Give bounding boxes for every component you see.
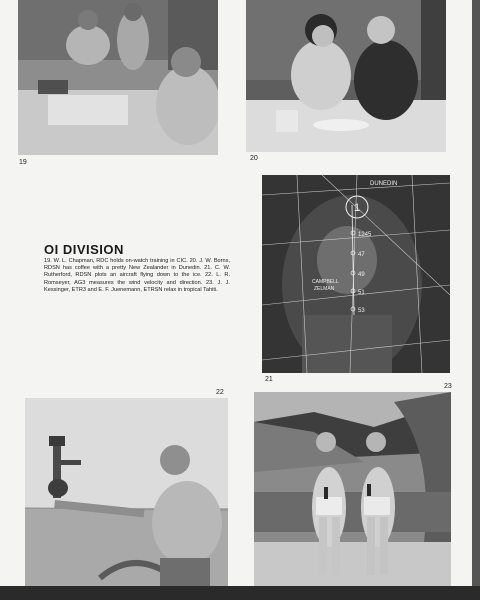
photo-cic-training [18, 0, 218, 155]
plot-time: 1245 [358, 232, 372, 238]
scan-edge-bottom [0, 586, 480, 600]
scan-edge-right [472, 0, 480, 600]
photo-plotting-board [262, 175, 450, 373]
photo-number: 19 [19, 159, 27, 166]
plot-time: 53 [358, 308, 365, 314]
photo-number: 21 [265, 376, 273, 383]
plot-time: 47 [358, 252, 365, 258]
photo-coffee-dunedin [246, 0, 446, 152]
plot-name: ZELMAN [314, 286, 335, 292]
photo-number: 22 [216, 389, 224, 396]
plot-time: 49 [358, 272, 365, 278]
photo-tahiti [254, 392, 451, 586]
photo-number: 23 [444, 383, 452, 390]
plot-marker: 1 [354, 202, 361, 214]
plot-name: CAMPBELL [312, 279, 339, 285]
photo-caption: 19. W. L. Chapman, RDC holds on-watch training in CIC. 20. J. W. Borns, RDSN has coffee with a pretty New Zealander in Dunedin. 21. C. W. Rutherford, RDSN plots an aircraft flying down to the ice. 22. L. R. Romseyer, AG3 measures the wind velocity and direction. 23. J. J. Kessinger, ETR3 and E. F. Juenemann, ETRSN relax in tropical Tahiti. [44, 258, 230, 293]
plot-label-top: DUNEDIN [370, 181, 398, 187]
photo-wind-measure [25, 398, 228, 586]
section-title: OI DIVISION [44, 242, 124, 257]
plot-time: 51 [358, 290, 365, 296]
photo-number: 20 [250, 155, 258, 162]
